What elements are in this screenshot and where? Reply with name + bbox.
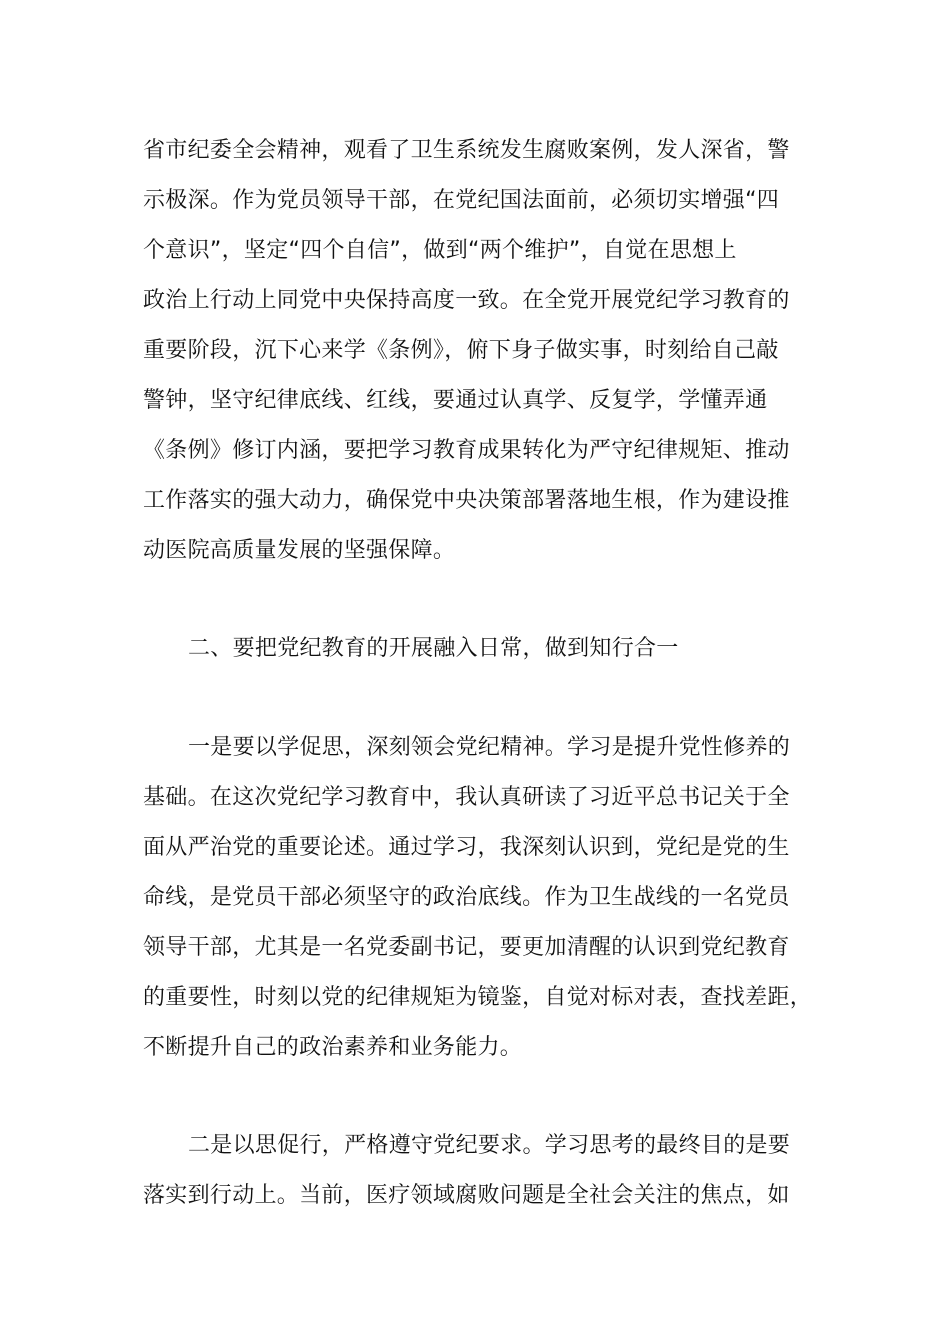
paragraph-line: 政治上行动上同党中央保持高度一致。在全党开展党纪学习教育的	[143, 288, 790, 313]
paragraph-line: 的重要性，时刻以党的纪律规矩为镜鉴，自觉对标对表，查找差距，	[143, 985, 813, 1010]
paragraph-line: 警钟，坚守纪律底线、红线，要通过认真学、反复学，学懂弄通	[143, 388, 768, 413]
paragraph-2	[143, 723, 818, 1073]
paragraph-line: 个意识”，坚定“四个自信”，做到“两个维护”，自觉在思想上	[143, 238, 737, 263]
paragraph-3	[143, 1121, 818, 1221]
paragraph-line: 示极深。作为党员领导干部，在党纪国法面前，必须切实增强“四	[143, 188, 780, 213]
section-heading-2	[143, 624, 818, 674]
paragraph-line: 省市纪委全会精神，观看了卫生系统发生腐败案例，发人深省，警	[143, 138, 790, 163]
paragraph-line: 命线，是党员干部必须坚守的政治底线。作为卫生战线的一名党员	[143, 885, 790, 910]
paragraph-line: 《条例》修订内涵，要把学习教育成果转化为严守纪律规矩、推动	[143, 438, 790, 463]
paragraph-line: 二是以思促行，严格遵守党纪要求。学习思考的最终目的是要	[188, 1133, 791, 1158]
paragraph-line: 一是要以学促思，深刻领会党纪精神。学习是提升党性修养的	[188, 735, 791, 760]
paragraph-1	[143, 126, 818, 576]
paragraph-line: 不断提升自己的政治素养和业务能力。	[143, 1035, 523, 1060]
paragraph-line: 落实到行动上。当前，医疗领域腐败问题是全社会关注的焦点，如	[143, 1183, 790, 1208]
paragraph-line: 面从严治党的重要论述。通过学习，我深刻认识到，党纪是党的生	[143, 835, 790, 860]
section-heading: 二、要把党纪教育的开展融入日常，做到知行合一	[188, 636, 679, 661]
paragraph-line: 工作落实的强大动力，确保党中央决策部署落地生根，作为建设推	[143, 488, 790, 513]
paragraph-line: 动医院高质量发展的坚强保障。	[143, 538, 456, 563]
paragraph-line: 领导干部，尤其是一名党委副书记，要更加清醒的认识到党纪教育	[143, 935, 790, 960]
paragraph-line: 重要阶段，沉下心来学《条例》，俯下身子做实事，时刻给自己敲	[143, 338, 779, 363]
paragraph-line: 基础。在这次党纪学习教育中，我认真研读了习近平总书记关于全	[143, 785, 790, 810]
